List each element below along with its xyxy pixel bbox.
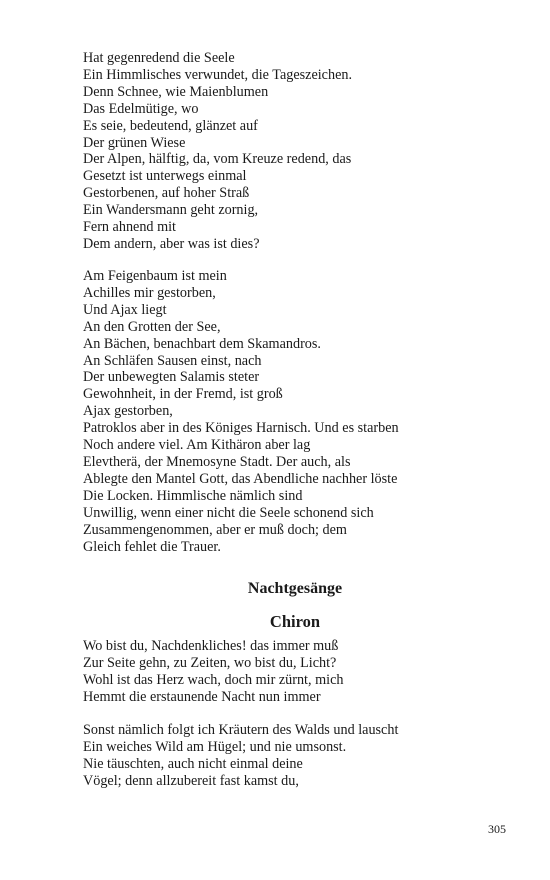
verse-line: Ablegte den Mantel Gott, das Abendliche nachher löste xyxy=(83,470,398,487)
section-heading: Nachtgesänge xyxy=(247,580,343,597)
verse-line: Hat gegenredend die Seele xyxy=(83,50,235,66)
verse-line: Gewohnheit, in der Fremd, ist groß xyxy=(83,386,283,403)
verse-line: An Bächen, benachbart dem Skamandros. xyxy=(83,335,321,352)
verse-line: Vögel; denn allzubereit fast kamst du, xyxy=(83,772,299,789)
verse-line: Wohl ist das Herz wach, doch mir zürnt, mich xyxy=(83,671,344,688)
verse-line: Ein Himmlisches verwundet, die Tageszeichen. xyxy=(83,66,353,83)
stanza-4 xyxy=(83,722,398,790)
verse-line: Gleich fehlet die Trauer. xyxy=(83,538,221,555)
verse-line: Noch andere viel. Am Kithäron aber lag xyxy=(83,437,311,454)
stanza-1 xyxy=(83,50,352,253)
verse-line: Die Locken. Himmlische nämlich sind xyxy=(83,487,303,504)
stanza-3 xyxy=(83,638,343,706)
verse-line: Ajax gestorben, xyxy=(83,403,173,420)
verse-line: Der grünen Wiese xyxy=(83,134,186,151)
verse-line: Wo bist du, Nachdenkliches! das immer muß xyxy=(83,638,339,654)
verse-line: An Schläfen Sausen einst, nach xyxy=(83,352,262,369)
verse-line: Gestorbenen, auf hoher Straß xyxy=(83,185,250,202)
page-number: 305 xyxy=(488,822,506,836)
stanza-2 xyxy=(83,268,399,555)
verse-line: Gesetzt ist unterwegs einmal xyxy=(83,168,247,185)
verse-line: Zusammengenommen, aber er muß doch; dem xyxy=(83,521,347,538)
verse-line: Hemmt die erstaunende Nacht nun immer xyxy=(83,688,321,705)
verse-line: Ein Wandersmann geht zornig, xyxy=(83,202,259,219)
verse-line: Am Feigenbaum ist mein xyxy=(83,268,227,284)
verse-line: Elevtherä, der Mnemosyne Stadt. Der auch, als xyxy=(83,453,351,470)
verse-line: Patroklos aber in des Königes Harnisch. Und es starben xyxy=(83,420,399,437)
verse-line: Nie täuschten, auch nicht einmal deine xyxy=(83,755,303,772)
verse-line: Denn Schnee, wie Maienblumen xyxy=(83,83,269,100)
verse-line: Ein weiches Wild am Hügel; und nie umsonst. xyxy=(83,738,347,755)
verse-line: Der Alpen, hälftig, da, vom Kreuze redend, das xyxy=(83,151,352,168)
verse-line: An den Grotten der See, xyxy=(83,318,221,335)
poem-title: Chiron xyxy=(269,612,321,631)
verse-line: Es seie, bedeutend, glänzet auf xyxy=(83,117,258,134)
verse-line: Zur Seite gehn, zu Zeiten, wo bist du, Licht? xyxy=(83,654,337,671)
verse-line: Und Ajax liegt xyxy=(83,301,167,318)
verse-line: Dem andern, aber was ist dies? xyxy=(83,235,260,252)
verse-line: Das Edelmütige, wo xyxy=(83,100,199,117)
verse-line: Sonst nämlich folgt ich Kräutern des Walds und lauscht xyxy=(83,722,399,738)
verse-line: Fern ahnend mit xyxy=(83,219,176,236)
verse-line: Achilles mir gestorben, xyxy=(83,284,216,301)
verse-line: Unwillig, wenn einer nicht die Seele schonend sich xyxy=(83,504,374,521)
verse-line: Der unbewegten Salamis steter xyxy=(83,369,260,386)
